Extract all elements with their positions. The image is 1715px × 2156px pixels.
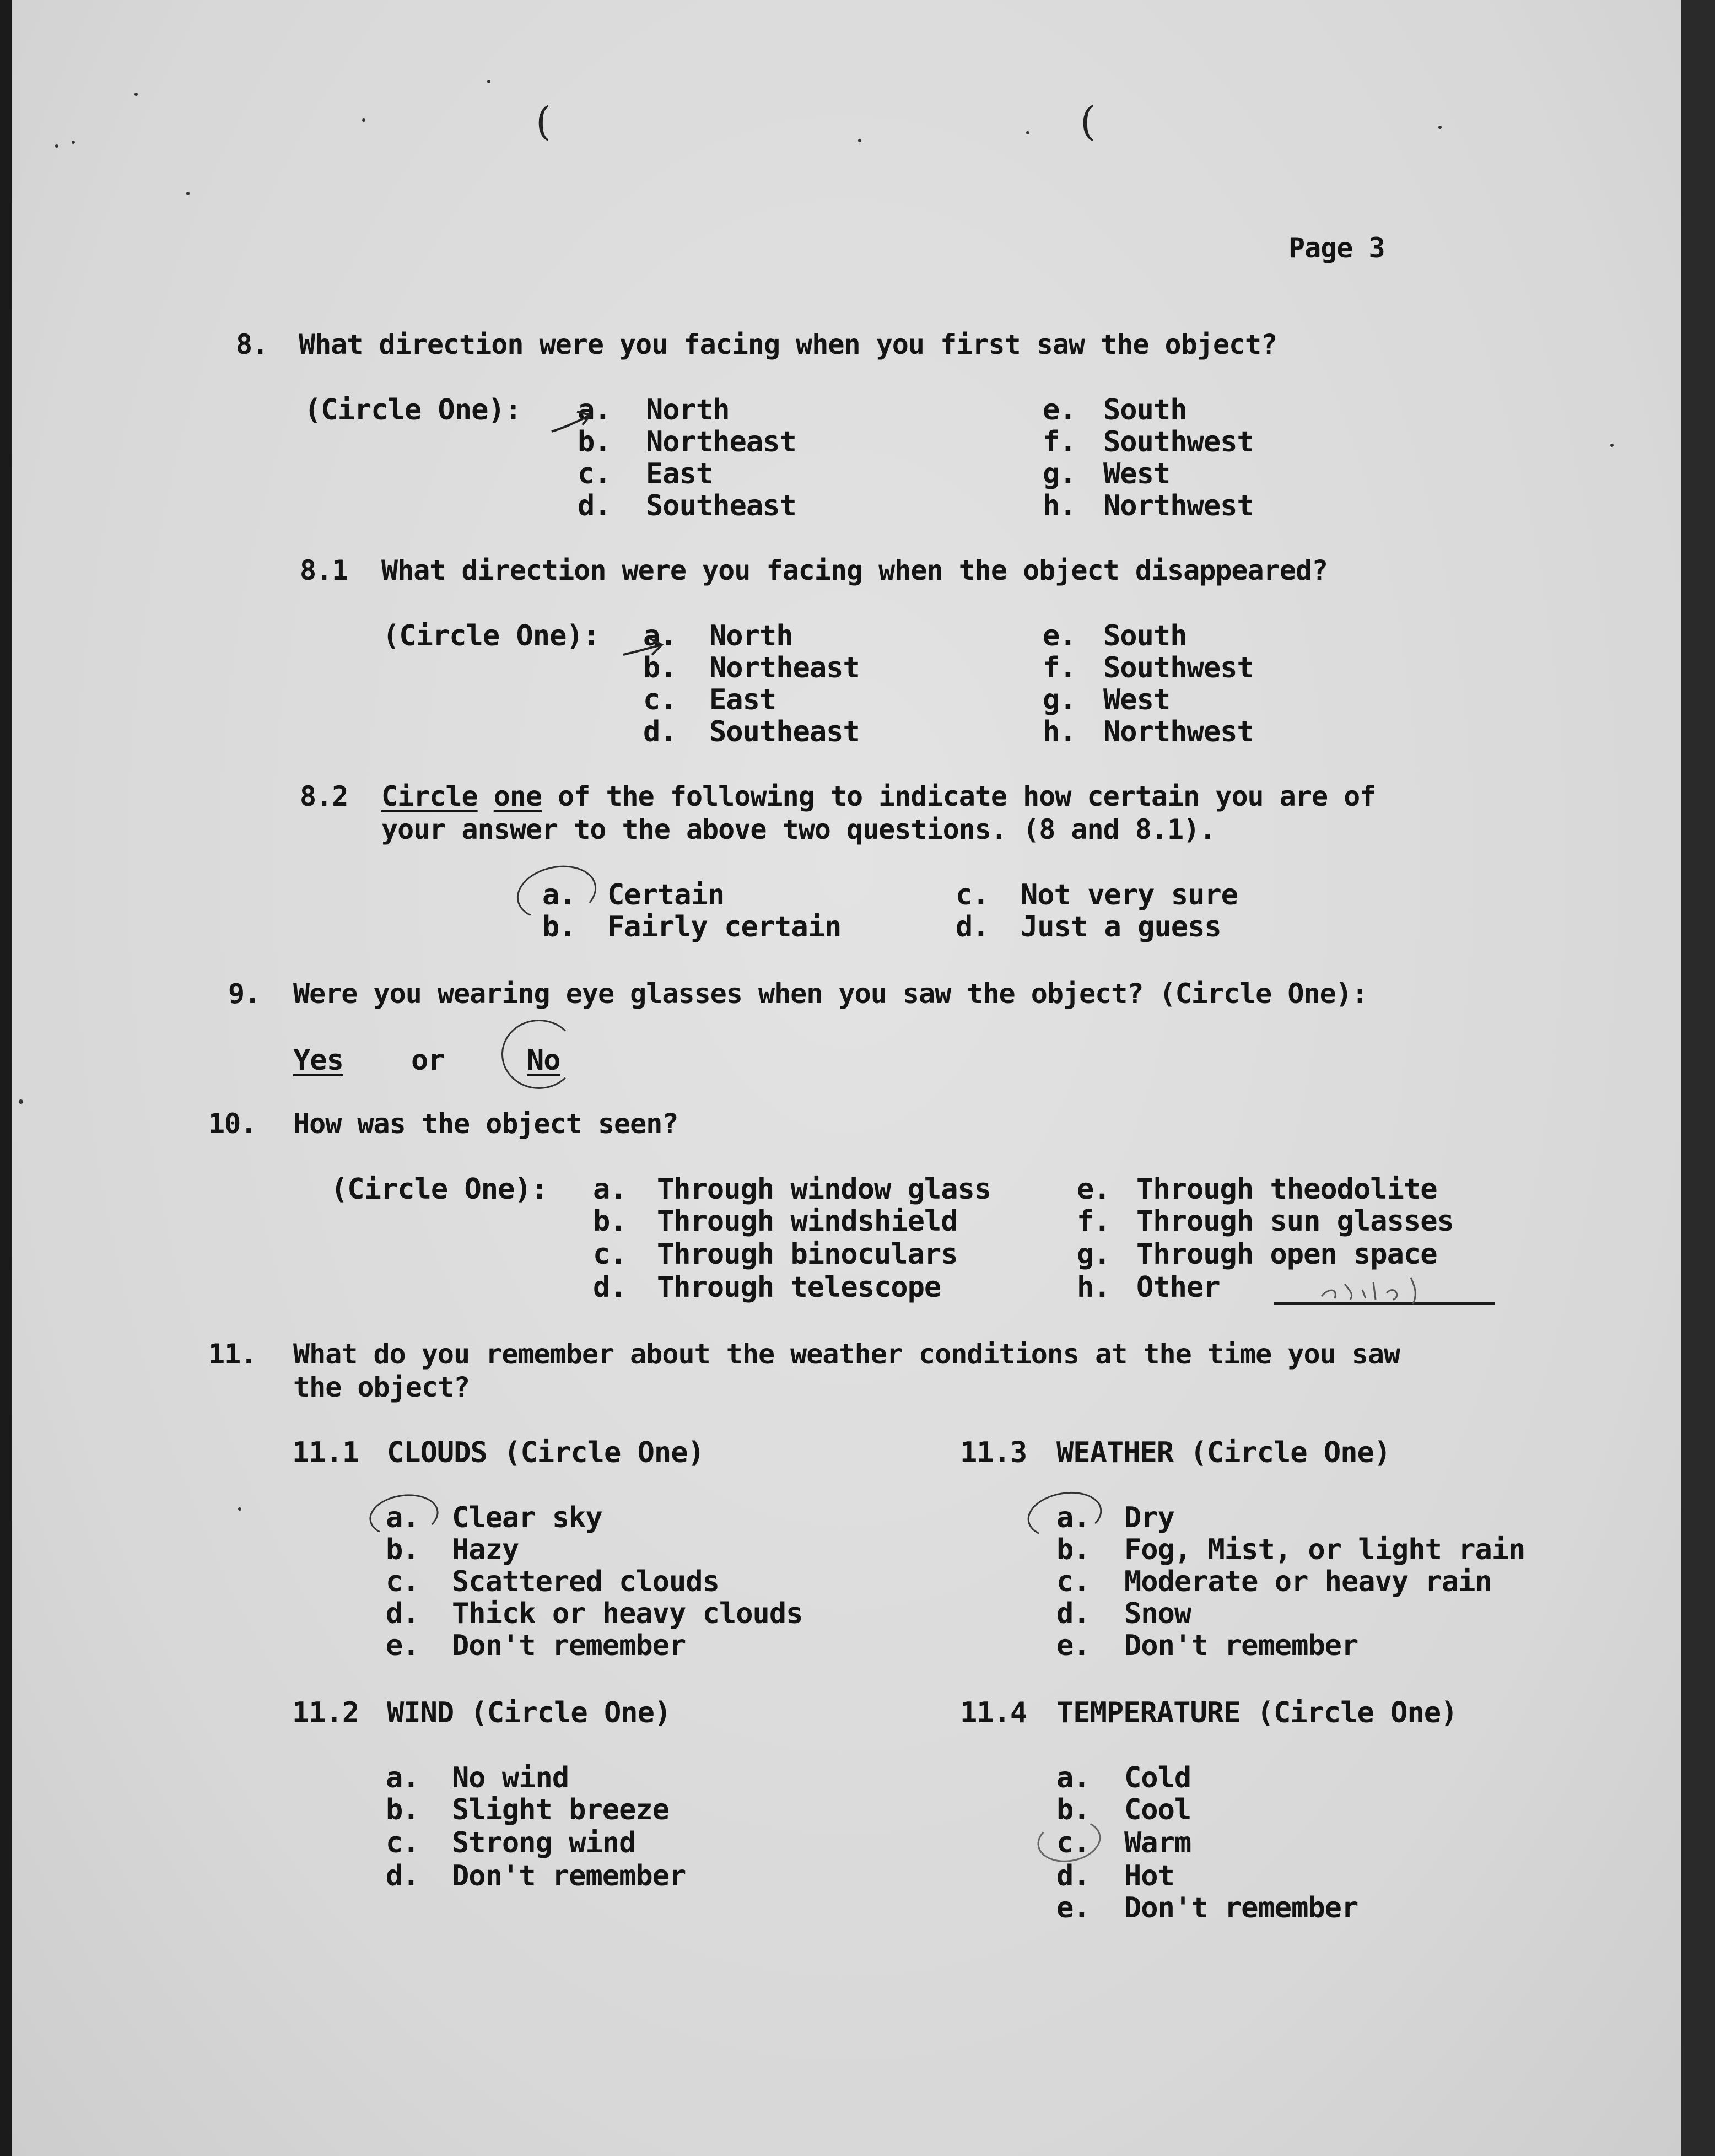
q8-1-option-label: East	[709, 683, 776, 716]
q11-4-option-label: Cold	[1124, 1761, 1191, 1794]
q11-2-option-letter: b.	[386, 1793, 419, 1826]
q11-3-option-letter: e.	[1056, 1629, 1090, 1662]
q8-2-option-letter: a.	[542, 878, 576, 912]
q11-4-number: 11.4	[960, 1696, 1027, 1729]
q11-3-title: WEATHER (Circle One)	[1056, 1436, 1391, 1469]
scan-border	[1681, 0, 1715, 2156]
q8-1-option-letter: d.	[643, 715, 677, 748]
q8-text: What direction were you facing when you first saw the object?	[299, 328, 1277, 360]
q11-4-option-letter: d.	[1056, 1859, 1090, 1893]
q8-1-option-letter: c.	[643, 683, 677, 716]
dust-speck	[1026, 131, 1029, 134]
q8-option-letter: b.	[578, 425, 611, 459]
q8-2-option-label: Just a guess	[1021, 910, 1221, 944]
q11-2-option-label: Don't remember	[452, 1859, 686, 1893]
q11-4-option-letter: e.	[1056, 1891, 1090, 1925]
q8-2-number: 8.2	[300, 780, 348, 812]
q8-2-text-line2: your answer to the above two questions. (8 and 8.1).	[381, 813, 1216, 845]
q11-2-title: WIND (Circle One)	[387, 1696, 671, 1729]
q11-4-option-letter: a.	[1056, 1761, 1090, 1794]
q9-text: Were you wearing eye glasses when you saw the object? (Circle One):	[293, 978, 1368, 1010]
q8-2-option-letter: c.	[956, 878, 989, 912]
left-paren-mark: (	[536, 98, 552, 144]
q8-1-option-label: Northwest	[1103, 715, 1254, 748]
q11-4-option-letter: c.	[1056, 1826, 1090, 1859]
q10-option-letter: h.	[1077, 1271, 1110, 1304]
dust-speck	[134, 93, 138, 96]
q11-3-option-label: Fog, Mist, or light rain	[1124, 1533, 1525, 1566]
q10-option-label: Through binoculars	[657, 1238, 958, 1271]
q10-option-label: Through window glass	[657, 1173, 991, 1206]
q11-4-option-label: Warm	[1124, 1826, 1191, 1859]
q9-or-text: or	[411, 1044, 445, 1077]
q9-yes-option: Yes	[293, 1044, 343, 1077]
dust-speck	[487, 80, 490, 83]
q11-4-option-letter: b.	[1056, 1793, 1090, 1826]
dust-speck	[19, 1099, 23, 1104]
q8-1-option-label: West	[1103, 683, 1171, 716]
q8-option-label: Northwest	[1103, 489, 1254, 522]
dust-speck	[72, 141, 75, 144]
q8-instruction: (Circle One):	[304, 394, 521, 427]
dust-speck	[1438, 126, 1442, 129]
q8-1-option-letter: h.	[1043, 715, 1076, 748]
q11-1-option-label: Don't remember	[452, 1629, 686, 1662]
page-label: Page 3	[1288, 232, 1385, 264]
q8-1-option-letter: g.	[1043, 683, 1076, 716]
q11-2-number: 11.2	[292, 1696, 359, 1729]
q8-1-option-label: North	[709, 619, 793, 653]
dust-speck	[858, 139, 861, 142]
q11-3-option-label: Snow	[1124, 1597, 1191, 1630]
handwritten-arrow-mark	[549, 405, 594, 438]
handwritten-circle-mark	[512, 859, 602, 927]
q11-1-option-label: Clear sky	[452, 1501, 602, 1534]
q11-3-option-letter: a.	[1056, 1501, 1090, 1534]
q8-2-option-letter: b.	[542, 910, 576, 944]
q8-option-letter: c.	[578, 457, 611, 491]
q10-option-label: Through theodolite	[1136, 1173, 1437, 1206]
q10-number: 10.	[208, 1108, 257, 1140]
q10-option-label: Other	[1136, 1271, 1220, 1304]
q11-1-number: 11.1	[292, 1436, 359, 1469]
q10-option-letter: d.	[593, 1271, 627, 1304]
q11-4-title: TEMPERATURE (Circle One)	[1056, 1696, 1458, 1729]
q8-1-option-label: South	[1103, 619, 1187, 653]
handwritten-scribble	[1318, 1268, 1445, 1306]
q10-option-letter: e.	[1077, 1173, 1110, 1206]
q11-3-option-letter: c.	[1056, 1565, 1090, 1598]
document-page	[12, 0, 1681, 2156]
q11-1-title: CLOUDS (Circle One)	[387, 1436, 704, 1469]
q11-2-option-letter: d.	[386, 1859, 419, 1893]
q11-2-option-label: Slight breeze	[452, 1793, 669, 1826]
q11-2-option-letter: c.	[386, 1826, 419, 1859]
q11-1-option-label: Thick or heavy clouds	[452, 1597, 803, 1630]
q11-4-option-label: Cool	[1124, 1793, 1191, 1826]
q11-text-line2: the object?	[293, 1371, 470, 1403]
q8-2-option-letter: d.	[956, 910, 989, 944]
q11-2-option-label: No wind	[452, 1761, 569, 1794]
q8-2-option-label: Not very sure	[1021, 878, 1238, 912]
q8-option-label: Northeast	[646, 425, 796, 459]
q10-option-letter: f.	[1077, 1205, 1110, 1238]
q8-option-letter: e.	[1043, 394, 1076, 427]
q8-1-option-label: Southeast	[709, 715, 860, 748]
q8-option-label: East	[646, 457, 713, 491]
q10-option-label: Through telescope	[657, 1271, 941, 1304]
handwritten-circle-mark	[366, 1490, 441, 1541]
dust-speck	[186, 192, 190, 195]
q8-1-option-letter: a.	[643, 619, 677, 653]
q8-option-label: South	[1103, 394, 1187, 427]
q10-option-letter: a.	[593, 1173, 627, 1206]
q8-2-option-label: Certain	[607, 878, 725, 912]
dust-speck	[362, 118, 365, 122]
q8-option-letter: a.	[578, 394, 611, 427]
q10-option-letter: c.	[593, 1238, 627, 1271]
q8-2-text-line1	[381, 780, 1376, 812]
handwritten-arrow-mark	[621, 633, 665, 666]
q8-option-letter: f.	[1043, 425, 1076, 459]
dust-speck	[55, 144, 58, 148]
q11-1-option-letter: c.	[386, 1565, 419, 1598]
q10-option-letter: g.	[1077, 1238, 1110, 1271]
q11-2-option-label: Strong wind	[452, 1826, 636, 1859]
q10-option-letter: b.	[593, 1205, 627, 1238]
right-paren-mark: (	[1080, 98, 1096, 144]
q10-text: How was the object seen?	[293, 1108, 678, 1140]
q8-1-number: 8.1	[300, 554, 348, 586]
q11-1-option-label: Hazy	[452, 1533, 519, 1566]
q8-1-option-label: Northeast	[709, 651, 860, 684]
q8-option-letter: d.	[578, 489, 611, 522]
q8-2-text-rest: of the following to indicate how certain you are of	[542, 780, 1376, 812]
q11-1-option-letter: b.	[386, 1533, 419, 1566]
q8-2-option-label: Fairly certain	[607, 910, 842, 944]
handwritten-circle-mark	[501, 1020, 576, 1089]
q10-instruction: (Circle One):	[331, 1173, 548, 1206]
q11-3-option-letter: b.	[1056, 1533, 1090, 1566]
handwritten-circle-mark	[1024, 1486, 1105, 1544]
q8-1-option-label: Southwest	[1103, 651, 1254, 684]
q11-3-option-letter: d.	[1056, 1597, 1090, 1630]
q8-1-option-letter: b.	[643, 651, 677, 684]
q9-no-option: No	[527, 1044, 560, 1077]
q11-1-option-label: Scattered clouds	[452, 1565, 719, 1598]
q8-option-label: Southeast	[646, 489, 796, 522]
q8-2-one-word: one	[493, 780, 542, 812]
q8-option-letter: h.	[1043, 489, 1076, 522]
dust-speck	[1610, 444, 1614, 447]
q8-1-option-letter: e.	[1043, 619, 1076, 653]
q8-1-instruction: (Circle One):	[382, 619, 600, 653]
q10-option-label: Through windshield	[657, 1205, 958, 1238]
q8-2-circle-word: Circle	[381, 780, 478, 812]
q11-number: 11.	[208, 1338, 257, 1370]
q8-number: 8.	[236, 328, 268, 360]
q11-3-number: 11.3	[960, 1436, 1027, 1469]
q8-option-label: West	[1103, 457, 1171, 491]
q11-2-option-letter: a.	[386, 1761, 419, 1794]
q11-3-option-label: Moderate or heavy rain	[1124, 1565, 1492, 1598]
q11-3-option-label: Dry	[1124, 1501, 1174, 1534]
dust-speck	[238, 1507, 241, 1511]
q11-1-option-letter: a.	[386, 1501, 419, 1534]
q11-4-option-label: Don't remember	[1124, 1891, 1358, 1925]
q10-option-label: Through sun glasses	[1136, 1205, 1454, 1238]
q11-text-line1: What do you remember about the weather conditions at the time you saw	[293, 1338, 1400, 1370]
q10-option-label: Through open space	[1136, 1238, 1437, 1271]
q11-1-option-letter: d.	[386, 1597, 419, 1630]
q11-4-option-label: Hot	[1124, 1859, 1174, 1893]
q8-option-label: Southwest	[1103, 425, 1254, 459]
q9-number: 9.	[228, 978, 261, 1010]
q11-1-option-letter: e.	[386, 1629, 419, 1662]
q8-1-option-letter: f.	[1043, 651, 1076, 684]
q8-1-text: What direction were you facing when the object disappeared?	[381, 554, 1328, 586]
handwritten-circle-mark	[1034, 1815, 1104, 1867]
q11-3-option-label: Don't remember	[1124, 1629, 1358, 1662]
q8-option-label: North	[646, 394, 730, 427]
q8-option-letter: g.	[1043, 457, 1076, 491]
